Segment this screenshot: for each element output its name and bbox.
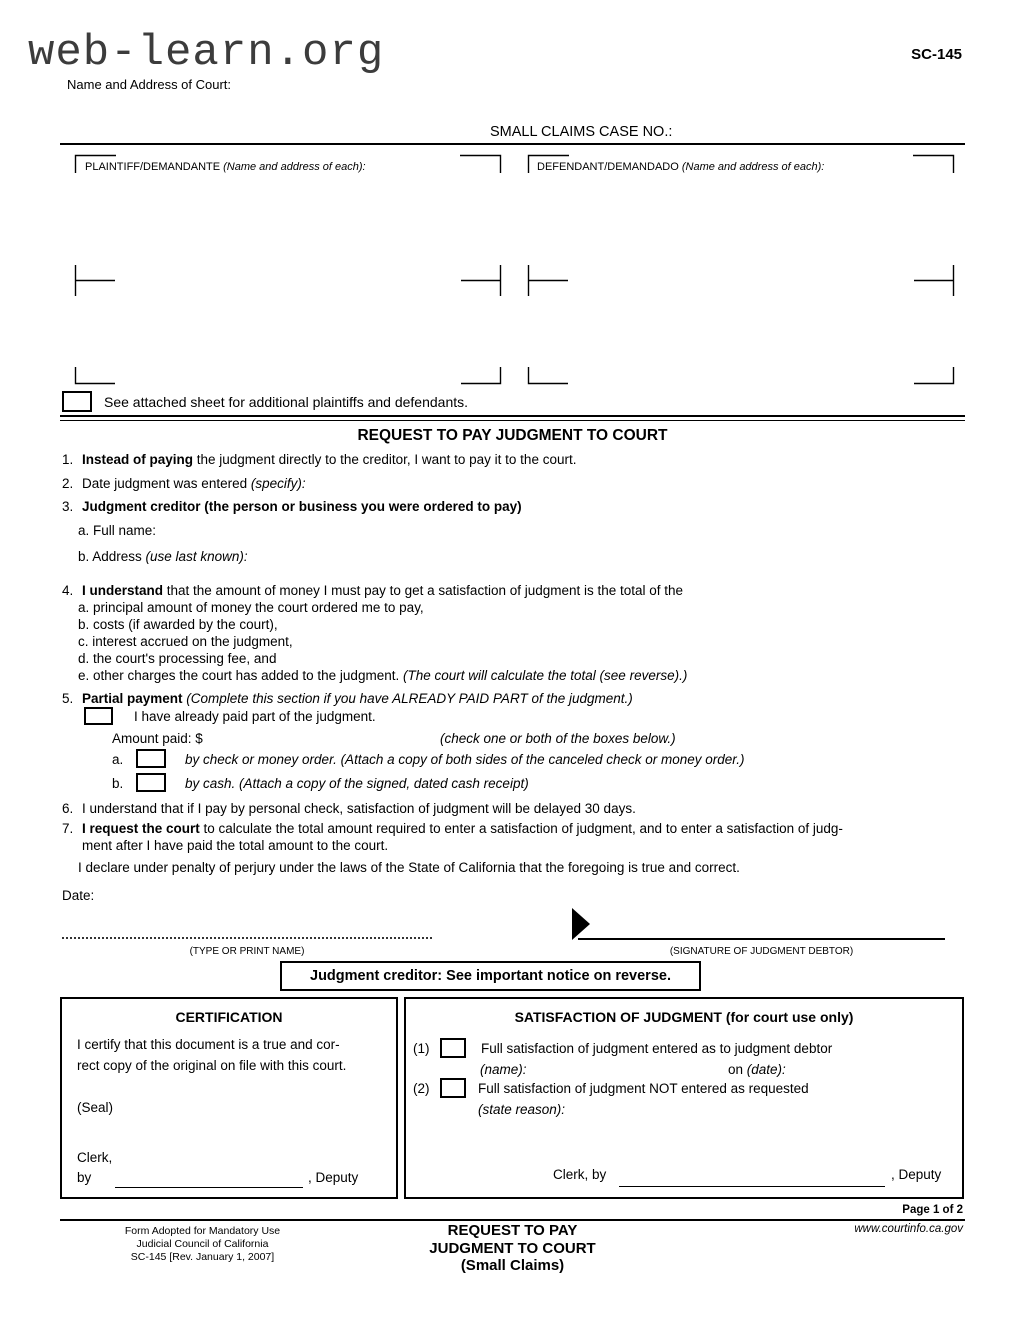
plaintiff-label-hint: (Name and address of each): — [223, 161, 366, 173]
item-2-text: Date judgment was entered — [82, 476, 251, 491]
item-5a-letter: a. — [112, 752, 124, 767]
defendant-label — [537, 161, 824, 173]
section-rule-top — [60, 415, 965, 417]
item-4b: b. costs (if awarded by the court), — [78, 617, 278, 632]
satisfaction-on-label: on — [728, 1062, 747, 1077]
item-7-text-line1: to calculate the total amount required to enter a satisfaction of judgment, and to enter a satisfaction of judg- — [199, 821, 843, 836]
item-5b-letter: b. — [112, 776, 124, 791]
item-7 — [62, 821, 843, 836]
satisfaction-row1-number: (1) — [413, 1041, 430, 1056]
item-6-number: 6. — [62, 801, 74, 816]
item-3b — [78, 549, 248, 564]
judgment-date-field[interactable] — [330, 476, 630, 492]
certification-body-line1: I certify that this document is a true and cor- — [77, 1037, 340, 1052]
item-4-text: that the amount of money I must pay to get a satisfaction of judgment is the total of the — [163, 583, 684, 598]
signature-arrow-icon — [572, 908, 590, 940]
certification-box — [60, 997, 398, 1199]
satisfaction-row2-number: (2) — [413, 1081, 430, 1096]
item-4d: d. the court's processing fee, and — [78, 651, 277, 666]
defendant-address-field[interactable] — [528, 175, 953, 365]
item-2 — [62, 476, 306, 491]
attached-sheet-label: See attached sheet for additional plaintiffs and defendants. — [104, 394, 469, 410]
section-rule-bottom — [60, 420, 965, 421]
item-4-bold: I understand — [82, 583, 164, 598]
footer-adoption-line2: Judicial Council of California — [136, 1238, 269, 1250]
cash-checkbox[interactable] — [136, 773, 166, 792]
satisfaction-name-field[interactable] — [540, 1062, 720, 1078]
item-7-number: 7. — [62, 821, 74, 836]
item-7-bold: I request the court — [82, 821, 200, 836]
seal-label: (Seal) — [77, 1100, 114, 1115]
certification-deputy-line[interactable] — [115, 1187, 303, 1188]
item-3-number: 3. — [62, 499, 74, 514]
satisfaction-not-entered-checkbox[interactable] — [440, 1078, 466, 1098]
satisfaction-row2-text: Full satisfaction of judgment NOT entered as requested — [478, 1081, 809, 1096]
item-5-number: 5. — [62, 691, 74, 706]
certification-title: CERTIFICATION — [175, 1009, 283, 1025]
item-3-bold: Judgment creditor (the person or business you were ordered to pay) — [82, 499, 522, 514]
defendant-label-hint: (Name and address of each): — [681, 161, 825, 173]
item-1-text: the judgment directly to the creditor, I want to pay it to the court. — [193, 452, 577, 467]
footer-form-title-line3: (Small Claims) — [460, 1257, 565, 1274]
satisfaction-name-label: (name): — [480, 1062, 527, 1077]
item-3b-hint: (use last known): — [145, 549, 248, 564]
item-4e-hint: (The court will calculate the total (see reverse).) — [402, 668, 688, 683]
item-7-text-line2: ment after I have paid the total amount to the court. — [82, 838, 389, 853]
date-label: Date: — [62, 888, 95, 903]
amount-paid-hint: (check one or both of the boxes below.) — [440, 731, 676, 746]
item-4a: a. principal amount of money the court ordered me to pay, — [78, 600, 424, 615]
date-field[interactable] — [100, 888, 350, 904]
item-1-bold: Instead of paying — [82, 452, 194, 467]
item-5-bold: Partial payment — [82, 691, 187, 706]
form-title: REQUEST TO PAY JUDGMENT TO COURT — [357, 427, 668, 444]
satisfaction-on-date-label — [728, 1062, 786, 1077]
check-money-order-checkbox[interactable] — [136, 749, 166, 768]
item-1 — [62, 452, 576, 467]
signature-label: (SIGNATURE OF JUDGMENT DEBTOR) — [669, 946, 854, 957]
partial-payment-checkbox[interactable] — [84, 707, 113, 725]
type-name-label: (TYPE OR PRINT NAME) — [189, 946, 305, 957]
form-number: SC-145 — [911, 46, 962, 63]
item-4c: c. interest accrued on the judgment, — [78, 634, 293, 649]
footer-rule — [60, 1219, 965, 1221]
judgment-creditor-notice: Judgment creditor: See important notice on reverse. — [280, 961, 701, 991]
item-2-number: 2. — [62, 476, 74, 491]
plaintiff-label-text: PLAINTIFF/DEMANDANTE — [85, 161, 224, 173]
signature-line[interactable] — [578, 938, 945, 940]
site-logo: web-learn.org — [28, 28, 385, 78]
court-address-label: Name and Address of Court: — [67, 77, 232, 92]
item-4-number: 4. — [62, 583, 74, 598]
item-2-hint: (specify): — [250, 476, 306, 491]
item-3 — [62, 499, 522, 514]
plaintiff-address-field[interactable] — [75, 175, 500, 365]
satisfaction-title: SATISFACTION OF JUDGMENT (for court use only) — [514, 1009, 854, 1025]
satisfaction-date-field[interactable] — [790, 1062, 950, 1078]
plaintiff-label — [85, 161, 366, 173]
certification-body-line2: rect copy of the original on file with this court. — [77, 1058, 347, 1073]
item-6 — [62, 801, 636, 816]
page-number: Page 1 of 2 — [902, 1204, 963, 1216]
creditor-address-field[interactable] — [270, 549, 670, 565]
footer-form-title-line2: JUDGMENT TO COURT — [429, 1239, 596, 1257]
perjury-declaration: I declare under penalty of perjury under the laws of the State of California that the foregoing is true and correct. — [78, 860, 740, 875]
footer-form-revision: SC-145 [Rev. January 1, 2007] — [130, 1251, 275, 1263]
satisfaction-row1-text: Full satisfaction of judgment entered as to judgment debtor — [481, 1041, 833, 1056]
satisfaction-deputy-label: , Deputy — [891, 1167, 942, 1182]
item-5 — [62, 691, 633, 706]
item-5a-text: by check or money order. (Attach a copy of both sides of the canceled check or money order.) — [185, 752, 745, 767]
item-4e-text: e. other charges the court has added to the judgment. — [78, 668, 403, 683]
item-5b-text: by cash. (Attach a copy of the signed, dated cash receipt) — [185, 776, 529, 791]
certification-deputy-label: , Deputy — [308, 1170, 359, 1185]
case-number-label: SMALL CLAIMS CASE NO.: — [490, 124, 673, 140]
item-1-number: 1. — [62, 452, 74, 467]
item-4e — [78, 668, 687, 683]
satisfaction-deputy-line[interactable] — [619, 1186, 885, 1187]
type-name-line[interactable] — [62, 928, 432, 939]
item-3a: a. Full name: — [78, 523, 157, 538]
item-3b-text: b. Address — [78, 549, 146, 564]
footer-form-title-line1: REQUEST TO PAY — [447, 1222, 578, 1239]
certification-by-label: by — [77, 1170, 92, 1185]
amount-paid-field[interactable] — [215, 731, 430, 747]
item-6-text: I understand that if I pay by personal check, satisfaction of judgment will be delayed 30 days. — [82, 801, 636, 816]
creditor-full-name-field[interactable] — [165, 523, 565, 539]
partial-payment-label: I have already paid part of the judgment. — [134, 709, 376, 724]
satisfaction-box — [404, 997, 964, 1199]
item-4 — [62, 583, 683, 598]
defendant-label-text: DEFENDANT/DEMANDADO — [537, 161, 682, 173]
footer-website: www.courtinfo.ca.gov — [854, 1223, 963, 1235]
satisfaction-date-label: (date): — [746, 1062, 786, 1077]
amount-paid-label: Amount paid: $ — [112, 731, 203, 746]
satisfaction-reason-field[interactable] — [575, 1102, 945, 1118]
satisfaction-clerk-by-label: Clerk, by — [553, 1167, 607, 1182]
certification-clerk-label: Clerk, — [77, 1150, 113, 1165]
item-5-hint: (Complete this section if you have ALREADY PAID PART of the judgment.) — [186, 691, 633, 706]
full-satisfaction-entered-checkbox[interactable] — [440, 1038, 466, 1058]
satisfaction-reason-label: (state reason): — [478, 1102, 566, 1117]
footer-adoption-line1: Form Adopted for Mandatory Use — [124, 1225, 281, 1237]
attached-sheet-checkbox[interactable] — [62, 391, 92, 412]
